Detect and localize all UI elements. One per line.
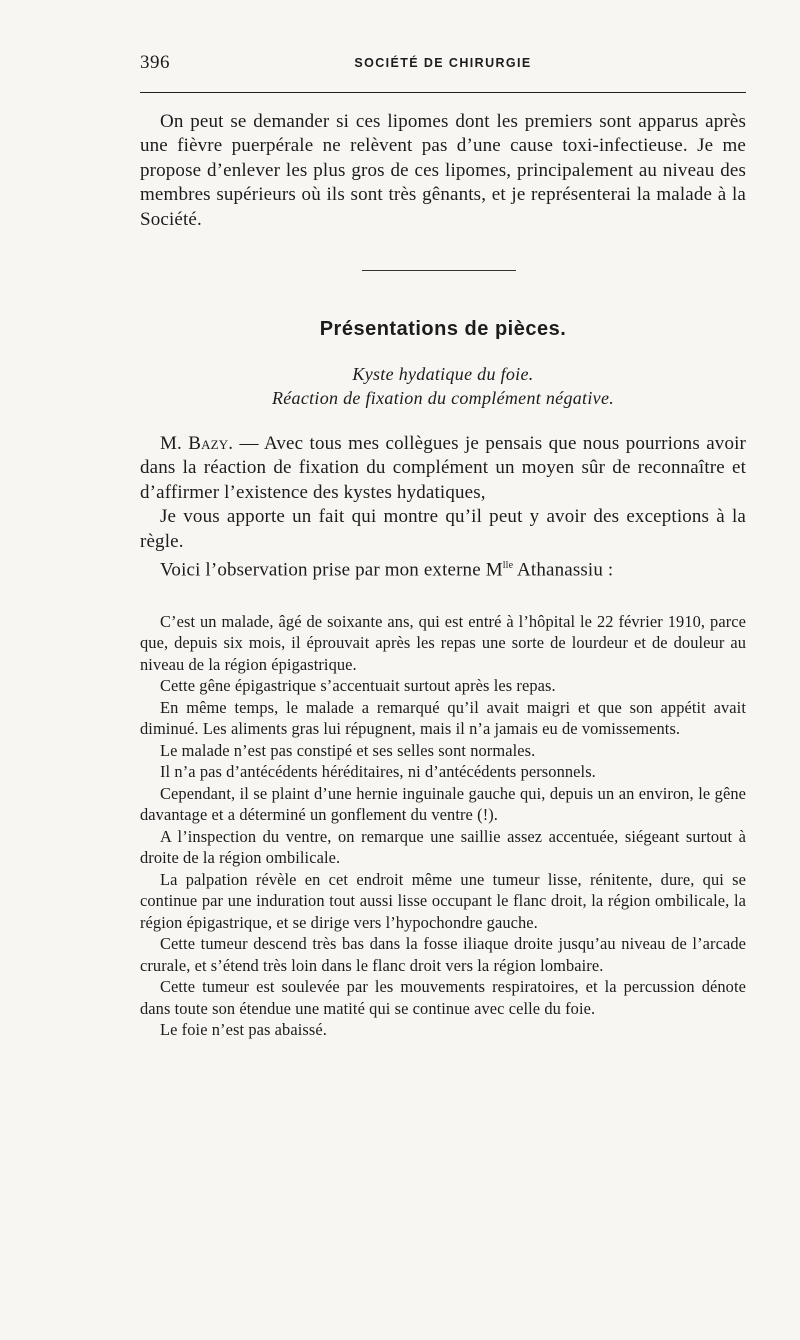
document-page — [140, 52, 746, 1041]
communication-text: — Avec tous mes collègues je pensais que nous pourrions avoir dans la réaction de fixation du complément un moyen sûr de reconnaître et d’affirmer l’existence des kystes hydatiques, — [140, 433, 746, 503]
case-title: Kyste hydatique du foie. — [352, 364, 534, 385]
running-head — [140, 52, 746, 80]
observation-paragraph: La palpation révèle en cet endroit même une tumeur lisse, rénitente, dure, qui se continue par une induration tout aussi lisse occupant le flanc droit, la région ombilicale, la région épigastrique, et se dirige vers l’hypochondre gauche. — [140, 869, 746, 932]
observation-intro-text: Voici l’observation prise par mon externe M — [160, 559, 503, 581]
observation-paragraph: A l’inspection du ventre, on remarque une saillie assez accentuée, siégeant surtout à droite de la région ombilicale. — [140, 826, 746, 868]
title-abbreviation-superscript: lle — [502, 560, 514, 572]
observation-block — [140, 611, 746, 1041]
observation-paragraph: Le foie n’est pas abaissé. — [160, 1020, 327, 1040]
observation-intro — [140, 554, 746, 583]
observation-paragraph: En même temps, le malade a remarqué qu’il avait maigri et que son appétit avait diminué. Les aliments gras lui répugnent, mais il n’a jamais eu de vomissements. — [140, 697, 746, 739]
observation-paragraph: Cependant, il se plaint d’une hernie inguinale gauche qui, depuis un an environ, le gêne davantage et a déterminé un gonflement du ventre (!). — [140, 783, 746, 825]
communication-paragraph: Je vous apporte un fait qui montre qu’il peut y avoir des exceptions à la règle. — [140, 506, 746, 552]
case-subtitle: Réaction de fixation du complément négative. — [271, 388, 615, 409]
author-name: M. Bazy. — [160, 433, 234, 455]
observation-paragraph: Cette tumeur descend très bas dans la fosse iliaque droite jusqu’au niveau de l’arcade crurale, et s’étend très loin dans le flanc droit vers la région lombaire. — [140, 934, 746, 975]
observation-paragraph: Cette gêne épigastrique s’accentuait surtout après les repas. — [160, 676, 556, 696]
observation-paragraph: Le malade n’est pas constipé et ses selles sont normales. — [160, 740, 536, 760]
header-rule — [140, 92, 746, 93]
section-separator — [362, 270, 516, 271]
section-heading: Présentations de pièces. — [319, 318, 567, 341]
observation-paragraph: Cette tumeur est soulevée par les mouvements respiratoires, et la percussion dénote dans toute son étendue une matité qui se continue avec celle du foie. — [140, 977, 746, 1018]
observation-paragraph: Il n’a pas d’antécédents héréditaires, ni d’antécédents personnels. — [160, 762, 596, 782]
communication-paragraph — [140, 432, 746, 505]
intro-paragraph: On peut se demander si ces lipomes dont les premiers sont apparus après une fièvre puerpérale ne relèvent pas d’une cause toxi-infectieuse. Je me propose d’enlever les plus gros de ces lipomes, principalement au niveau des membres supérieurs où ils sont très gênants, et je représenterai la malade à la Société. — [140, 111, 746, 230]
page-number: 396 — [140, 52, 170, 73]
observation-paragraph: C’est un malade, âgé de soixante ans, qui est entré à l’hôpital le 22 février 1910, parce que, depuis six mois, il éprouvait après les repas une sorte de lourdeur et de douleur au niveau de la région épigastrique. — [140, 611, 746, 674]
observation-intro-end: Athanassiu : — [513, 559, 614, 581]
journal-title: SOCIÉTÉ DE CHIRURGIE — [354, 56, 532, 70]
